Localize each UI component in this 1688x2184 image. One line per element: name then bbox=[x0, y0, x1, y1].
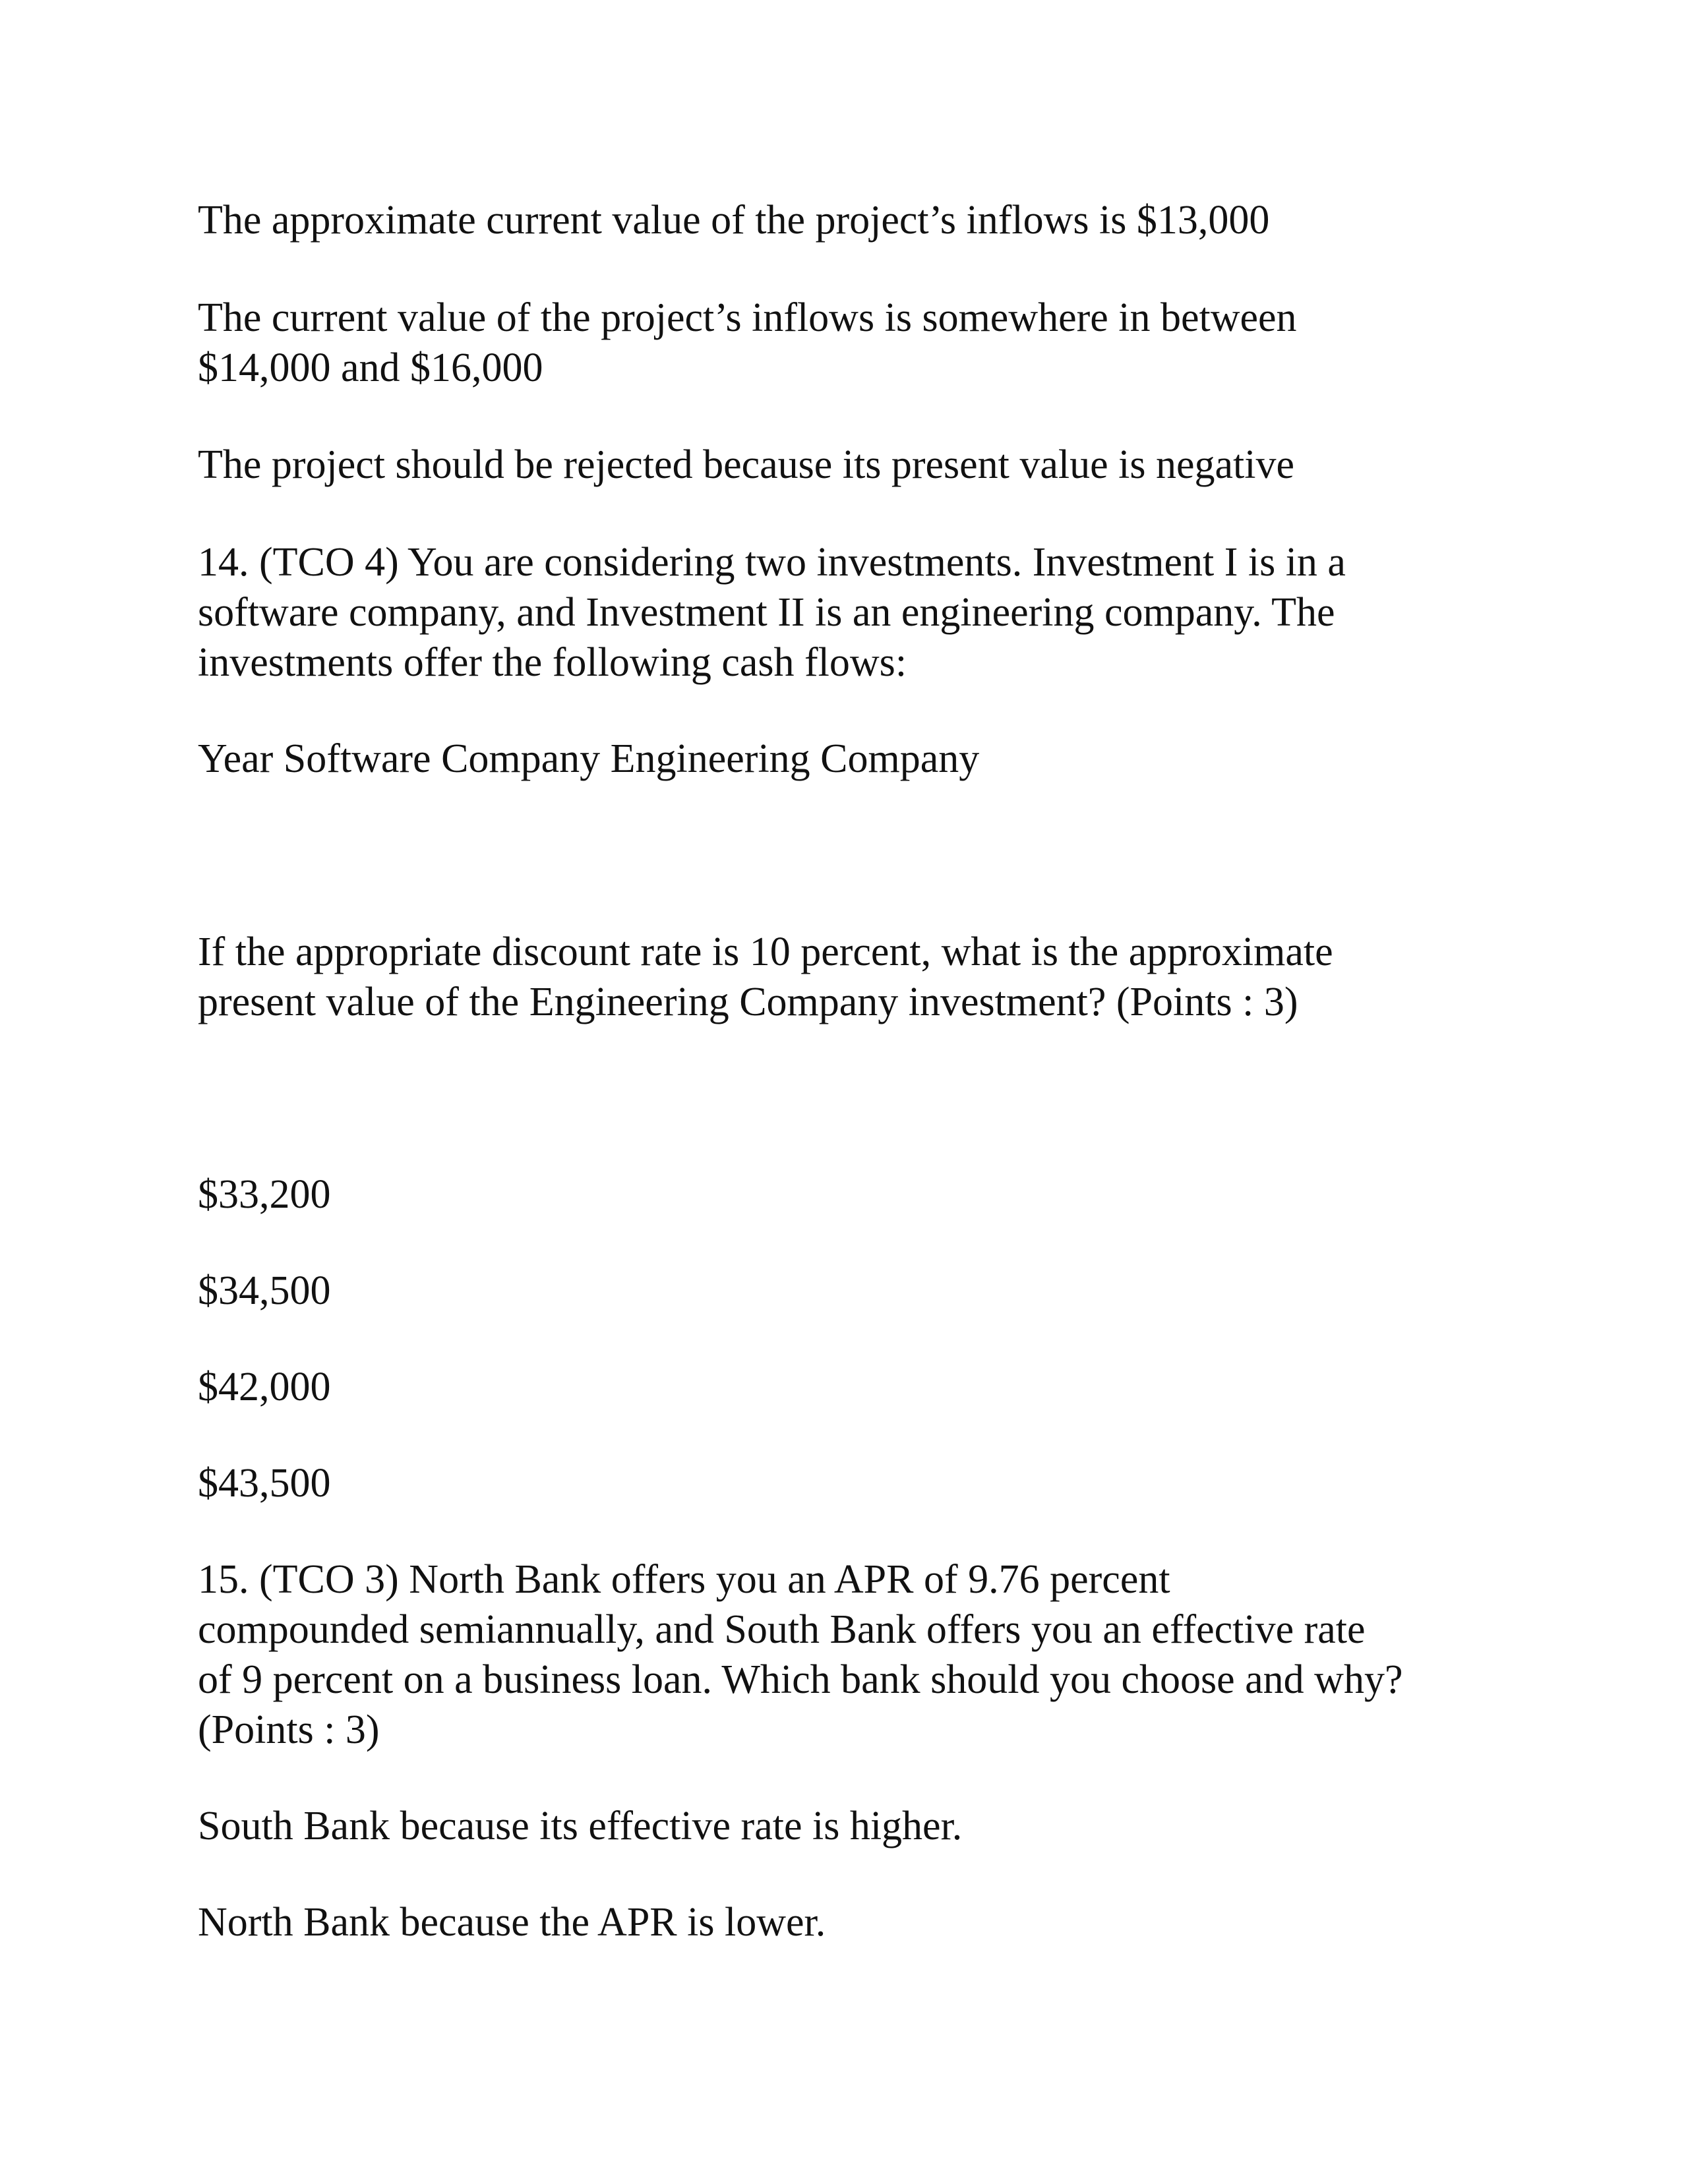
question-15-text: (Points : 3) bbox=[198, 1707, 380, 1752]
question-14-text: 14. (TCO 4) You are considering two investments. Investment I is in a bbox=[198, 540, 1346, 585]
question-14-text: software company, and Investment II is an engineering company. The bbox=[198, 590, 1335, 635]
answer-option: North Bank because the APR is lower. bbox=[198, 1900, 826, 1945]
answer-option: South Bank because its effective rate is higher. bbox=[198, 1804, 963, 1848]
answer-option: $42,000 bbox=[198, 1365, 331, 1409]
question-15-text: 15. (TCO 3) North Bank offers you an APR of 9.76 percent bbox=[198, 1557, 1170, 1602]
question-14-prompt: If the appropriate discount rate is 10 percent, what is the approximate bbox=[198, 930, 1333, 974]
answer-option-continued: $14,000 and $16,000 bbox=[198, 345, 543, 390]
answer-option: The project should be rejected because its present value is negative bbox=[198, 442, 1295, 487]
answer-option: $43,500 bbox=[198, 1461, 331, 1506]
answer-option: The current value of the project’s inflows is somewhere in between bbox=[198, 295, 1297, 340]
question-14-prompt: present value of the Engineering Company investment? (Points : 3) bbox=[198, 980, 1298, 1024]
question-15-text: of 9 percent on a business loan. Which bank should you choose and why? bbox=[198, 1657, 1403, 1702]
answer-option: The approximate current value of the project’s inflows is $13,000 bbox=[198, 198, 1270, 243]
answer-option: $34,500 bbox=[198, 1268, 331, 1313]
question-14-text: investments offer the following cash flows: bbox=[198, 640, 907, 685]
cash-flow-table-header: Year Software Company Engineering Company bbox=[198, 736, 980, 781]
answer-option: $33,200 bbox=[198, 1172, 331, 1217]
question-15-text: compounded semiannually, and South Bank offers you an effective rate bbox=[198, 1607, 1366, 1652]
